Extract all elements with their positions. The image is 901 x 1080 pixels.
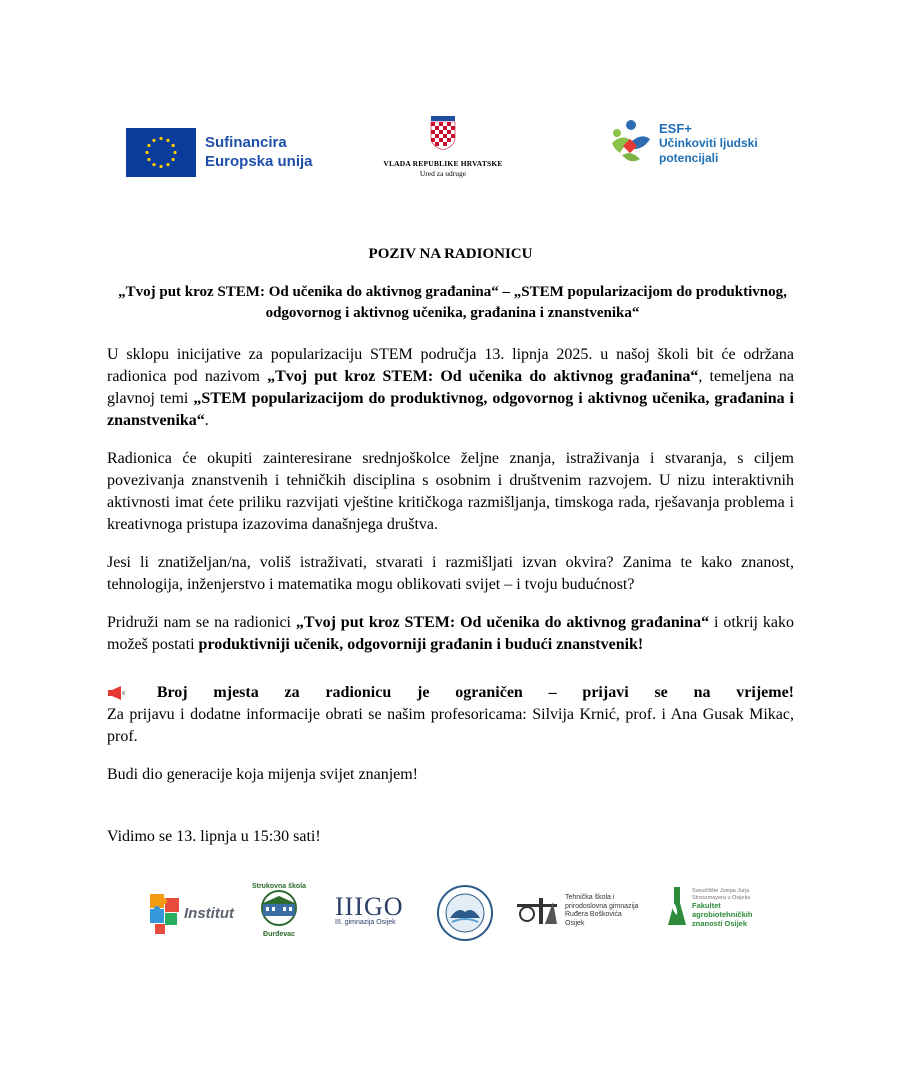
paragraph-invite <box>107 612 794 656</box>
p1-text-c: , temeljena na glavnoj temi <box>107 368 794 407</box>
p1-text-a: U sklopu inicijative za popularizaciju STEM područja 13. lipnja 2025. u našoj školi bit će održana radionica pod nazivom <box>107 346 794 385</box>
durdevac-bottom-text: Đurđevac <box>263 931 295 938</box>
fakultet-top2: Strossmayera u Osijeku <box>692 894 751 901</box>
paragraph-closing: Vidimo se 13. lipnja u 15:30 sati! <box>107 828 321 845</box>
gim3-text: III. gimnazija Osijek <box>335 919 396 926</box>
fakultet-line1: Fakultet <box>692 901 721 910</box>
eu-flag-icon <box>126 128 196 177</box>
p4-goal: produktivniji učenik, odgovorniji građanin i budući znanstvenik! <box>198 636 644 653</box>
gimnazija-osijek-logo <box>335 892 404 926</box>
institut-text: Institut <box>184 904 234 922</box>
puzzle-icon <box>148 890 182 936</box>
eu-logo <box>126 127 313 177</box>
p4-workshop-name: „Tvoj put kroz STEM: Od učenika do aktivnog građanina“ <box>295 614 710 631</box>
tehnicka-line2: prirodoslovna gimnazija <box>565 902 639 910</box>
gim3-mark: IIIGO <box>335 892 404 921</box>
p4-text-c: i otkrij kako možeš postati <box>107 614 794 653</box>
plant-flask-icon <box>666 885 688 931</box>
registration-limited: Broj mjesta za radionicu je ograničen – prijavi se na vrijeme! <box>156 684 795 701</box>
page-title: POZIV NA RADIONICU <box>368 246 533 262</box>
gov-subtitle: Ured za udruge <box>419 169 467 178</box>
esf-name: ESF+ <box>659 120 692 136</box>
fakultet-line3: znanosti Osijek <box>692 919 748 928</box>
government-logo <box>370 116 516 178</box>
tehnicka-line3: Ruđera Boškovića <box>565 911 622 918</box>
fakultet-logo <box>666 885 752 931</box>
esf-line2: potencijali <box>659 150 719 165</box>
eu-line1: Sufinancira <box>205 134 287 151</box>
fakultet-top1: Sveučilište Josipa Jurja <box>692 888 750 894</box>
tehnicka-emblem-icon <box>515 894 559 928</box>
p1-workshop-name: „Tvoj put kroz STEM: Od učenika do aktivnog građanina“ <box>267 368 699 385</box>
paragraph-description: Radionica će okupiti zainteresirane srednjoškolce željne znanja, istraživanja i stvaranja, s ciljem povezivanja znanstvenih i tehničkih disciplina s osobnim i društvenim razvojem. U nizu interaktivnih aktivnosti imat ćete priliku razvijati vještine kritičkoga razmišljanja, timskoga rada, rješavanja problema i kreativnoga pristupa izazovima današnjega društva. <box>107 450 794 533</box>
tehnicka-skola-logo <box>515 894 639 928</box>
paragraph-intro <box>107 344 794 432</box>
p1-text-e: . <box>204 412 209 429</box>
p1-main-theme: „STEM popularizacijom do produktivnog, odgovornog i aktivnog učenika, građanina i znanstvenika“ <box>107 390 794 429</box>
esf-figure-icon <box>608 119 652 167</box>
durdevac-school-logo <box>247 883 311 938</box>
paragraph-question: Jesi li znatiželjan/na, voliš istraživati, stvarati i razmišljati izvan okvira? Zanima te kako znanost, tehnologija, inženjerstvo i matematika mogu oblikovati svijet – i tvoju budućnost? <box>107 554 794 593</box>
croatian-coat-of-arms-icon <box>429 116 457 150</box>
school-building-icon <box>249 890 309 926</box>
round-school-seal-icon <box>436 884 494 947</box>
esf-logo <box>608 119 758 167</box>
tehnicka-line1: Tehnička škola i <box>565 894 615 901</box>
gov-title: VLADA REPUBLIKE HRVATSKE <box>383 159 503 168</box>
paragraph-registration <box>107 682 794 748</box>
durdevac-top-text: Strukovna škola <box>251 883 307 890</box>
paragraph-slogan: Budi dio generacije koja mijenja svijet znanjem! <box>107 766 419 783</box>
institut-logo <box>148 890 234 936</box>
esf-line1: Učinkoviti ljudski <box>659 135 758 150</box>
p4-text-a: Pridruži nam se na radionici <box>107 614 296 631</box>
megaphone-icon <box>107 686 127 700</box>
registration-contact: Za prijavu i dodatne informacije obrati se našim profesoricama: Silvija Krnić, prof. i Ana Gusak Mikac, prof. <box>107 706 794 745</box>
eu-line2: Europska unija <box>205 153 313 170</box>
tehnicka-line4: Osijek <box>565 919 585 927</box>
fakultet-line2: agrobiotehničkih <box>692 910 753 919</box>
page-subtitle: „Tvoj put kroz STEM: Od učenika do aktivnog građanina“ – „STEM popularizacijom do produktivnog, odgovornog i aktivnog učenika, građanina i znanstvenika“ <box>118 284 787 321</box>
